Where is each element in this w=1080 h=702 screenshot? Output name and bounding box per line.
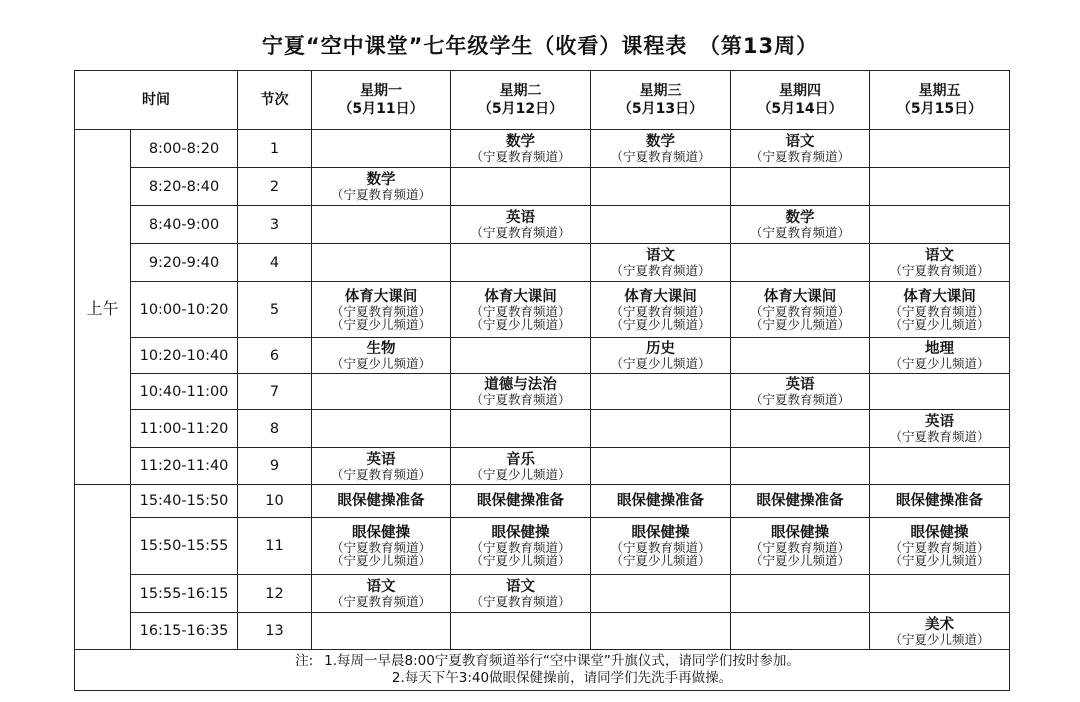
- class-cell: [731, 575, 870, 613]
- table-row: [75, 575, 1010, 613]
- class-cell: [870, 338, 1010, 374]
- day-name: 星期四: [779, 83, 821, 99]
- channel-name: （宁夏教育频道）: [470, 303, 571, 319]
- table-row: [75, 448, 1010, 485]
- class-cell: [312, 613, 451, 650]
- class-cell: [731, 448, 870, 485]
- subject-name: 体育大课间: [624, 288, 697, 305]
- time-cell: 15:50-15:55: [131, 518, 238, 575]
- channel-name: （宁夏教育频道）: [470, 149, 571, 164]
- subject-name: 眼保健操准备: [756, 493, 844, 509]
- channel-name: （宁夏教育频道）: [749, 149, 850, 164]
- class-cell: [312, 206, 451, 244]
- class-cell: [870, 130, 1010, 168]
- subject-name: 音乐: [506, 451, 535, 468]
- channel-name: （宁夏教育频道）: [610, 540, 711, 555]
- class-cell: [591, 244, 731, 282]
- class-cell: [451, 206, 591, 244]
- subject-name: 体育大课间: [484, 288, 557, 305]
- time-cell: 10:40-11:00: [131, 374, 238, 410]
- channel-name: （宁夏教育频道）: [470, 594, 571, 609]
- class-cell: [451, 244, 591, 282]
- time-cell: 15:40-15:50: [131, 485, 238, 518]
- channel-name: （宁夏教育频道）: [889, 263, 990, 278]
- class-cell: [731, 338, 870, 374]
- time-cell: 10:00-10:20: [131, 282, 238, 338]
- section-number: 3: [238, 206, 312, 244]
- class-cell: [591, 206, 731, 244]
- class-cell: [451, 613, 591, 650]
- class-cell: [731, 130, 870, 168]
- class-cell: [731, 613, 870, 650]
- channel-name: （宁夏教育频道）: [610, 149, 711, 164]
- subject-name: 英语: [366, 451, 396, 468]
- table-row: [75, 282, 1010, 338]
- subject-name: 眼保健操: [631, 525, 690, 541]
- class-cell: [451, 374, 591, 410]
- day-date: （5月15日）: [896, 101, 983, 117]
- section-number: 8: [238, 410, 312, 448]
- table-row: [75, 518, 1010, 575]
- class-cell: [870, 485, 1010, 518]
- header-section: 节次: [238, 71, 312, 130]
- class-cell: [591, 575, 731, 613]
- table-row: [75, 485, 1010, 518]
- notes: [75, 650, 1010, 691]
- channel-name: （宁夏少儿频道）: [330, 356, 431, 371]
- class-cell: [591, 282, 731, 338]
- channel-name: （宁夏少儿频道）: [889, 631, 990, 647]
- class-cell: [451, 575, 591, 613]
- subject-name: 数学: [785, 210, 815, 226]
- class-cell: [451, 282, 591, 338]
- channel-name: （宁夏少儿频道）: [470, 316, 571, 332]
- class-cell: [591, 338, 731, 374]
- class-cell: [312, 410, 451, 448]
- day-date: （5月13日）: [617, 101, 704, 117]
- channel-name: （宁夏少儿频道）: [470, 553, 571, 568]
- class-cell: [870, 244, 1010, 282]
- channel-name: （宁夏教育频道）: [330, 303, 431, 319]
- subject-name: 数学: [506, 134, 535, 150]
- schedule-table: [74, 70, 1010, 691]
- class-cell: [870, 575, 1010, 613]
- channel-name: （宁夏教育频道）: [330, 187, 431, 202]
- channel-name: （宁夏教育频道）: [749, 225, 850, 240]
- subject-name: 语文: [925, 248, 954, 264]
- header-row: [75, 71, 1010, 130]
- day-date: （5月11日）: [338, 101, 424, 117]
- class-cell: [451, 410, 591, 448]
- channel-name: （宁夏教育频道）: [610, 303, 711, 319]
- class-cell: [312, 518, 451, 575]
- day-date: （5月12日）: [477, 101, 564, 117]
- class-cell: [731, 168, 870, 206]
- channel-name: （宁夏少儿频道）: [330, 316, 431, 332]
- time-cell: 16:15-16:35: [131, 613, 238, 650]
- class-cell: [870, 613, 1010, 650]
- subject-name: 地理: [925, 341, 954, 357]
- section-number: 4: [238, 244, 312, 282]
- class-cell: [451, 168, 591, 206]
- subject-name: 语文: [366, 579, 396, 595]
- channel-name: （宁夏教育频道）: [330, 540, 431, 555]
- channel-name: （宁夏教育频道）: [470, 540, 571, 555]
- subject-name: 眼保健操: [771, 525, 829, 541]
- subject-name: 体育大课间: [903, 288, 976, 305]
- class-cell: [731, 206, 870, 244]
- time-cell: 15:55-16:15: [131, 575, 238, 613]
- section-number: 13: [238, 613, 312, 650]
- time-cell: 8:20-8:40: [131, 168, 238, 206]
- channel-name: （宁夏教育频道）: [470, 392, 571, 407]
- table-row: [75, 206, 1010, 244]
- class-cell: [312, 374, 451, 410]
- channel-name: （宁夏教育频道）: [889, 429, 990, 444]
- class-cell: [870, 374, 1010, 410]
- class-cell: [731, 282, 870, 338]
- class-cell: [591, 168, 731, 206]
- subject-name: 数学: [366, 172, 396, 188]
- class-cell: [591, 374, 731, 410]
- table-row: [75, 613, 1010, 650]
- class-cell: [451, 130, 591, 168]
- class-cell: [591, 613, 731, 650]
- class-cell: [870, 448, 1010, 485]
- class-cell: [870, 410, 1010, 448]
- subject-name: 眼保健操准备: [617, 493, 704, 509]
- class-cell: [312, 485, 451, 518]
- subject-name: 英语: [925, 414, 954, 430]
- class-cell: [451, 338, 591, 374]
- section-number: 1: [238, 130, 312, 168]
- header-time: 时间: [75, 71, 238, 130]
- subject-name: 体育大课间: [344, 288, 418, 305]
- class-cell: [312, 130, 451, 168]
- table-row: [75, 338, 1010, 374]
- channel-name: （宁夏少儿频道）: [610, 553, 711, 568]
- subject-name: 美术: [925, 616, 954, 633]
- table-row: [75, 410, 1010, 448]
- day-name: 星期一: [360, 83, 402, 99]
- channel-name: （宁夏少儿频道）: [889, 553, 990, 568]
- header-day-4: [731, 71, 870, 130]
- day-date: （5月14日）: [757, 101, 843, 117]
- header-day-2: [451, 71, 591, 130]
- section-number: 2: [238, 168, 312, 206]
- time-cell: 9:20-9:40: [131, 244, 238, 282]
- class-cell: [870, 282, 1010, 338]
- subject-name: 语文: [506, 579, 535, 595]
- time-cell: 11:20-11:40: [131, 448, 238, 485]
- notes-label: 注:: [295, 653, 314, 669]
- section-number: 9: [238, 448, 312, 485]
- channel-name: （宁夏少儿频道）: [749, 316, 850, 332]
- subject-name: 眼保健操准备: [477, 493, 564, 509]
- day-name: 星期五: [918, 83, 961, 99]
- channel-name: （宁夏教育频道）: [330, 594, 431, 609]
- class-cell: [731, 485, 870, 518]
- table-row: [75, 244, 1010, 282]
- class-cell: [451, 518, 591, 575]
- section-number: 12: [238, 575, 312, 613]
- section-number: 7: [238, 374, 312, 410]
- class-cell: [312, 168, 451, 206]
- channel-name: （宁夏教育频道）: [330, 466, 431, 482]
- channel-name: （宁夏教育频道）: [749, 540, 850, 555]
- subject-name: 生物: [366, 341, 396, 357]
- class-cell: [591, 518, 731, 575]
- channel-name: （宁夏少儿频道）: [470, 466, 571, 482]
- class-cell: [312, 244, 451, 282]
- class-cell: [591, 485, 731, 518]
- class-cell: [451, 448, 591, 485]
- channel-name: （宁夏少儿频道）: [889, 356, 990, 371]
- subject-name: 英语: [785, 377, 815, 393]
- channel-name: （宁夏少儿频道）: [749, 553, 850, 568]
- class-cell: [731, 374, 870, 410]
- section-number: 10: [238, 485, 312, 518]
- subject-name: 眼保健操准备: [896, 493, 983, 509]
- class-cell: [731, 410, 870, 448]
- channel-name: （宁夏教育频道）: [749, 392, 850, 407]
- channel-name: （宁夏少儿频道）: [610, 356, 711, 371]
- class-cell: [870, 168, 1010, 206]
- subject-name: 眼保健操准备: [337, 493, 425, 509]
- class-cell: [312, 338, 451, 374]
- page-title: 宁夏“空中课堂”七年级学生（收看）课程表 （第13周）: [261, 34, 819, 58]
- subject-name: 英语: [506, 210, 535, 226]
- channel-name: （宁夏教育频道）: [889, 303, 990, 319]
- channel-name: （宁夏少儿频道）: [610, 316, 711, 332]
- class-cell: [731, 244, 870, 282]
- channel-name: （宁夏教育频道）: [749, 303, 850, 319]
- time-cell: 8:00-8:20: [131, 130, 238, 168]
- time-cell: 11:00-11:20: [131, 410, 238, 448]
- table-row: [75, 374, 1010, 410]
- subject-name: 眼保健操: [910, 525, 969, 541]
- day-name: 星期三: [639, 83, 682, 99]
- subject-name: 数学: [646, 134, 675, 150]
- table-row: [75, 168, 1010, 206]
- subject-name: 体育大课间: [763, 288, 837, 305]
- day-name: 星期二: [499, 83, 542, 99]
- class-cell: [870, 518, 1010, 575]
- section-number: 6: [238, 338, 312, 374]
- note-line-2: 2.每天下午3:40做眼保健操前，请同学们先洗手再做操。: [391, 670, 733, 686]
- section-number: 11: [238, 518, 312, 575]
- class-cell: [312, 575, 451, 613]
- class-cell: [731, 518, 870, 575]
- subject-name: 眼保健操: [491, 525, 550, 541]
- time-cell: 10:20-10:40: [131, 338, 238, 374]
- channel-name: （宁夏教育频道）: [470, 225, 571, 240]
- subject-name: 历史: [646, 341, 675, 357]
- note-line-1: 1.每周一早晨8:00宁夏教育频道举行“空中课堂”升旗仪式，请同学们按时参加。: [324, 653, 800, 669]
- class-cell: [591, 410, 731, 448]
- class-cell: [451, 485, 591, 518]
- header-day-3: [591, 71, 731, 130]
- subject-name: 语文: [646, 248, 675, 264]
- section-number: 5: [238, 282, 312, 338]
- subject-name: 语文: [785, 134, 815, 150]
- header-day-1: [312, 71, 451, 130]
- subject-name: 道德与法治: [484, 377, 557, 393]
- class-cell: [591, 448, 731, 485]
- table-row: [75, 130, 1010, 168]
- class-cell: [312, 282, 451, 338]
- class-cell: [312, 448, 451, 485]
- channel-name: （宁夏教育频道）: [610, 263, 711, 278]
- time-cell: 8:40-9:00: [131, 206, 238, 244]
- channel-name: （宁夏教育频道）: [889, 540, 990, 555]
- period-morning: 上午: [75, 130, 131, 485]
- header-day-5: [870, 71, 1010, 130]
- channel-name: （宁夏少儿频道）: [330, 553, 431, 568]
- class-cell: [591, 130, 731, 168]
- subject-name: 眼保健操: [352, 525, 410, 541]
- class-cell: [870, 206, 1010, 244]
- period-afternoon: [75, 485, 131, 650]
- channel-name: （宁夏少儿频道）: [889, 316, 990, 332]
